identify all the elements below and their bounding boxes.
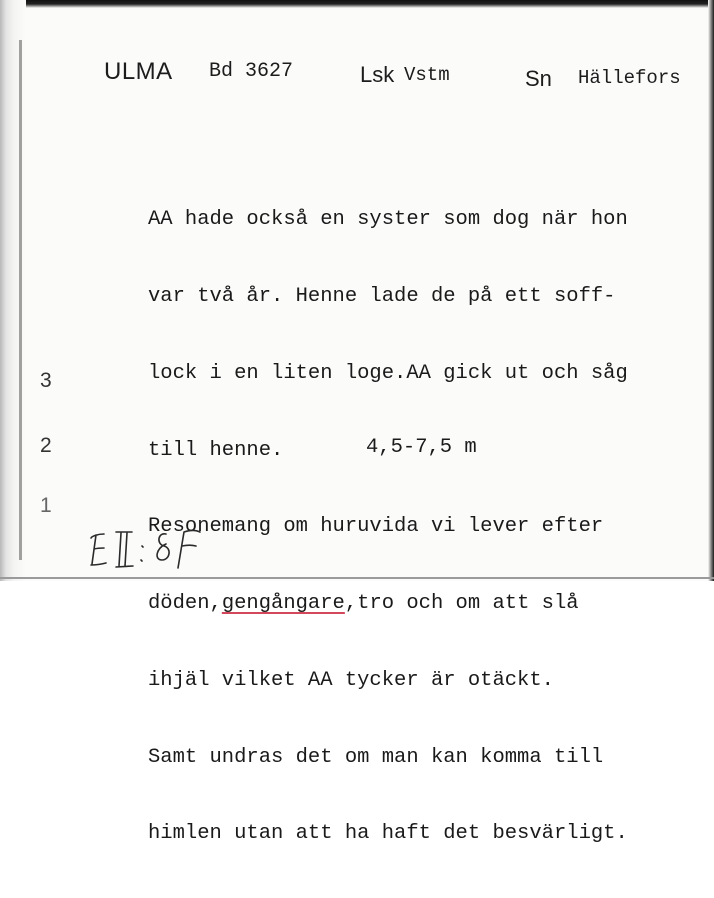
parish-label: Sn: [525, 66, 552, 91]
margin-number-2: 2: [40, 434, 52, 457]
county-value: Vstm: [404, 64, 450, 86]
volume-number: Bd 3627: [209, 60, 294, 83]
body-line: var två år. Henne lade de på ett soff-: [148, 284, 616, 308]
body-line-segment: döden,: [148, 592, 222, 616]
body-line: Samt undras det om man kan komma till: [148, 745, 604, 769]
county-label: Lsk: [360, 62, 395, 87]
archive-code: ULMA: [104, 58, 173, 85]
body-line: himlen utan att ha haft det besvärligt.: [148, 822, 628, 846]
underlined-keyword: gengångare: [221, 592, 345, 616]
body-line-segment: ,tro och om att slå: [344, 592, 579, 616]
card-top-edge: [0, 0, 714, 8]
measurement-range: 4,5-7,5 m: [366, 436, 477, 459]
margin-number-1: 1: [40, 494, 52, 517]
handwritten-signature: [86, 524, 226, 574]
card-right-edge: [708, 0, 714, 581]
body-line: Resonemang om huruvida vi lever efter: [148, 515, 604, 539]
body-line: till henne.: [148, 438, 284, 462]
card-left-edge: [0, 0, 26, 581]
parish-value: Hällefors: [578, 67, 681, 89]
body-line: [148, 591, 628, 617]
card-margin-rule: [19, 40, 22, 560]
margin-number-3: 3: [40, 369, 52, 392]
body-line: ihjäl vilket AA tycker är otäckt.: [148, 668, 554, 692]
body-line: lock i en liten loge.AA gick ut och såg: [148, 361, 628, 385]
body-line: AA hade också en syster som dog när hon: [148, 208, 628, 232]
